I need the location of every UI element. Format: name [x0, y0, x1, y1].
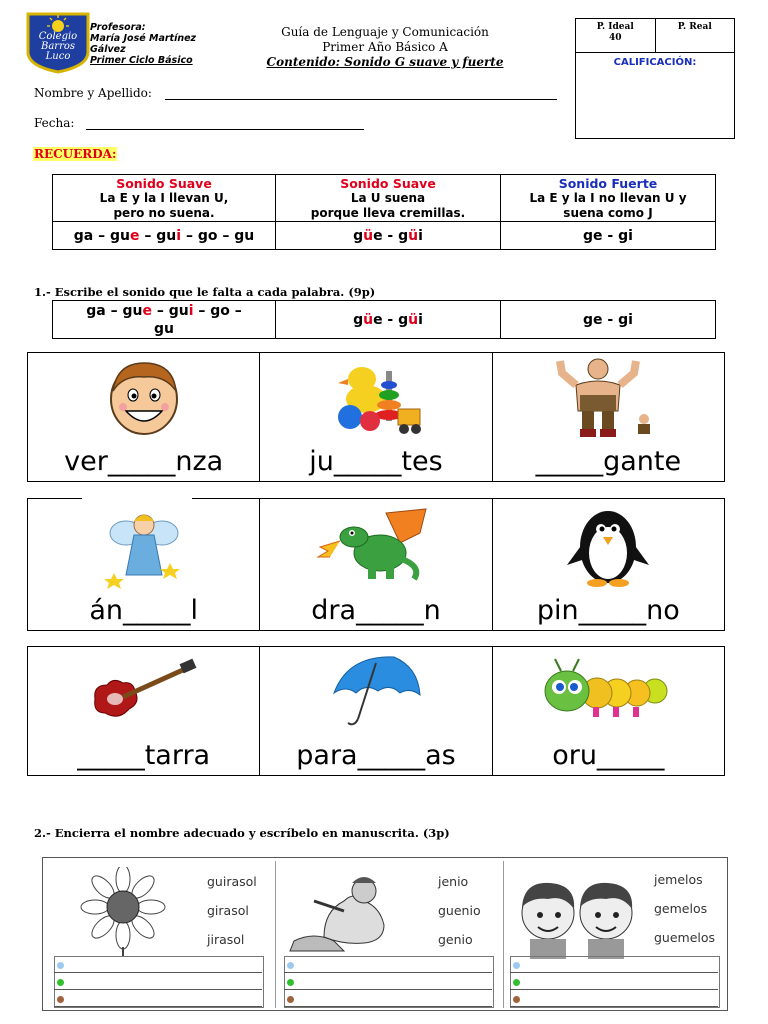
word-fill-in[interactable]: para_____as — [296, 740, 456, 771]
umbrella-icon — [328, 653, 424, 729]
line-start-dot — [513, 962, 520, 969]
boy-face-icon — [99, 357, 189, 437]
line-start-dot — [287, 996, 294, 1003]
syllable-vowel: e — [130, 227, 140, 244]
grade-label: CALIFICACIÓN: — [613, 57, 697, 68]
dash: – — [222, 227, 230, 244]
separator: - — [602, 311, 619, 328]
syllable: gi — [618, 227, 633, 244]
dash: – — [144, 227, 152, 244]
option-word[interactable]: jemelos — [654, 872, 703, 887]
line-start-dot — [57, 962, 64, 969]
syllable: g — [353, 311, 364, 328]
name-label: Nombre y Apellido: — [34, 86, 152, 100]
teacher-name: María José Martínez — [90, 33, 197, 44]
syllable: i — [418, 311, 423, 328]
school-logo — [26, 12, 90, 74]
divider-gap — [82, 494, 192, 502]
reminder-text: La E y la I llevan U, — [99, 190, 229, 205]
option-list — [207, 867, 257, 954]
syllable: e — [373, 227, 383, 244]
word-card — [493, 353, 724, 481]
syllable-vowel: i — [188, 302, 194, 319]
word-row-3 — [27, 646, 725, 776]
syllable: ga — [73, 227, 94, 244]
teacher-label: Profesora: — [90, 22, 146, 33]
dash: – — [156, 302, 164, 319]
handwriting-line[interactable] — [510, 1006, 718, 1007]
option-word[interactable]: girasol — [207, 903, 249, 918]
syllable: go — [210, 302, 230, 319]
ideal-score-label: P. Ideal — [596, 22, 634, 32]
word-fill-in[interactable]: ver_____nza — [64, 446, 224, 477]
handwriting-line[interactable] — [284, 972, 492, 973]
cycle-label: Primer Ciclo Básico — [90, 55, 193, 66]
content-line: Contenido: Sonido G suave y fuerte — [266, 55, 504, 69]
syllable: gu — [156, 227, 177, 244]
word-card — [260, 499, 492, 630]
line-start-dot — [287, 962, 294, 969]
diaeresis-u: ü — [363, 311, 374, 328]
reminder-text: porque lleva cremillas. — [310, 205, 466, 220]
word-fill-in[interactable]: dra_____n — [311, 595, 441, 626]
penguin-icon — [563, 503, 653, 587]
caterpillar-icon — [543, 657, 673, 723]
guitar-icon — [89, 655, 199, 725]
line-start-dot — [287, 979, 294, 986]
diaeresis-u: ü — [408, 227, 419, 244]
word-card — [260, 353, 492, 481]
reminder-title: Sonido Suave — [116, 175, 212, 191]
syllable: ge — [583, 311, 603, 328]
word-card — [260, 647, 492, 775]
handwriting-box[interactable] — [510, 956, 720, 1008]
dash: – — [234, 302, 242, 319]
reminder-text: La E y la I no llevan U y — [529, 190, 687, 205]
strongman-icon — [556, 355, 660, 439]
word-card — [28, 353, 260, 481]
teacher-info — [90, 22, 196, 66]
line-start-dot — [57, 996, 64, 1003]
handwriting-box[interactable] — [284, 956, 494, 1008]
reminder-text: suena como J — [563, 205, 653, 220]
separator: - — [382, 227, 399, 244]
handwriting-line[interactable] — [284, 1006, 492, 1007]
teacher-name: Gálvez — [90, 44, 126, 55]
date-label: Fecha: — [34, 116, 75, 130]
logo-line: Colegio — [38, 31, 78, 42]
syllable: g — [398, 227, 409, 244]
syllable: go — [197, 227, 218, 244]
word-card — [493, 647, 724, 775]
dash: – — [198, 302, 206, 319]
word-card — [493, 499, 724, 630]
sunflower-icon — [53, 867, 193, 957]
reminder-cell-soft-1 — [53, 175, 276, 222]
syllable: gu — [168, 302, 189, 319]
logo-line: Luco — [45, 51, 71, 62]
word-card — [28, 647, 260, 775]
diaeresis-u: ü — [363, 227, 374, 244]
document-title — [250, 25, 520, 70]
option-word[interactable]: genio — [438, 932, 473, 947]
syllable-bank — [52, 300, 716, 339]
separator: - — [602, 227, 619, 244]
option-word[interactable]: guenio — [438, 903, 481, 918]
handwriting-line[interactable] — [54, 972, 262, 973]
real-score-label: P. Real — [677, 22, 712, 32]
word-fill-in[interactable]: oru_____ — [552, 740, 665, 771]
syllable-vowel: i — [176, 227, 182, 244]
syllables-soft-1 — [53, 222, 276, 250]
syllables-soft-2 — [276, 222, 501, 250]
logo-line: Barros — [40, 41, 76, 52]
word-fill-in[interactable]: pin_____no — [536, 595, 680, 626]
word-row-2 — [27, 498, 725, 631]
syllable: i — [418, 227, 423, 244]
syllable: gu — [110, 227, 130, 244]
syllable: gu — [122, 302, 143, 319]
option-list — [438, 867, 481, 954]
option-word[interactable]: jenio — [438, 874, 469, 889]
syllable-vowel: e — [142, 302, 152, 319]
reminder-text: La U suena — [350, 190, 426, 205]
word-fill-in[interactable]: án_____l — [89, 595, 198, 626]
title-line: Guía de Lenguaje y Comunicación — [281, 25, 489, 39]
reminder-table — [52, 174, 716, 250]
question-2: 2.- Encierra el nombre adecuado y escríbelo en manuscrita. (3p) — [34, 826, 450, 840]
handwriting-line[interactable] — [54, 1006, 262, 1007]
line-start-dot — [513, 996, 520, 1003]
ideal-score-value: 40 — [608, 33, 622, 43]
reminder-cell-soft-2 — [276, 175, 501, 222]
angel-icon — [104, 503, 184, 589]
option-word[interactable]: guirasol — [207, 874, 257, 889]
twin-boys-icon — [508, 867, 652, 959]
word-fill-in[interactable]: ju_____tes — [309, 446, 443, 477]
date-field[interactable] — [86, 129, 364, 130]
bank-strong — [501, 301, 716, 339]
handwriting-line[interactable] — [54, 989, 262, 990]
handwriting-line[interactable] — [510, 989, 718, 990]
dash: – — [185, 227, 193, 244]
syllable: ga — [86, 302, 106, 319]
syllable: gu — [234, 227, 255, 244]
bank-soft-2 — [276, 301, 501, 339]
word-fill-in[interactable]: _____tarra — [77, 740, 211, 771]
question-1: 1.- Escribe el sonido que le falta a cada palabra. (9p) — [34, 285, 376, 299]
recuerda-heading: RECUERDA: — [34, 147, 117, 161]
diaeresis-u: ü — [408, 311, 419, 328]
option-list — [654, 865, 715, 952]
reminder-title: Sonido Fuerte — [558, 175, 658, 191]
syllable: gi — [618, 311, 633, 328]
syllable: ge — [583, 227, 603, 244]
ideal-score-cell — [576, 19, 656, 52]
syllable: g — [398, 311, 409, 328]
toys-icon — [326, 357, 426, 439]
syllable: gu — [154, 320, 174, 337]
word-row-1 — [27, 352, 725, 482]
bank-soft-1 — [53, 301, 276, 339]
score-box — [575, 18, 735, 139]
dash: – — [98, 227, 106, 244]
handwriting-line[interactable] — [510, 972, 718, 973]
reminder-cell-strong — [501, 175, 716, 222]
reminder-title: Sonido Suave — [340, 175, 436, 191]
word-fill-in[interactable]: _____gante — [535, 446, 682, 477]
dragon-icon — [316, 503, 436, 587]
line-start-dot — [57, 979, 64, 986]
reminder-text: pero no suena. — [113, 205, 215, 220]
syllable: e — [373, 311, 383, 328]
name-field[interactable] — [165, 99, 557, 100]
real-score-cell[interactable] — [656, 19, 735, 52]
genie-icon — [284, 871, 424, 957]
title-line: Primer Año Básico A — [322, 40, 448, 54]
syllables-strong — [501, 222, 716, 250]
word-card — [28, 499, 260, 630]
syllable: g — [353, 227, 364, 244]
option-word[interactable]: gemelos — [654, 901, 708, 916]
handwriting-line[interactable] — [284, 989, 492, 990]
option-word[interactable]: guemelos — [654, 930, 716, 945]
separator: - — [382, 311, 399, 328]
option-word[interactable]: jirasol — [207, 932, 245, 947]
line-start-dot — [513, 979, 520, 986]
handwriting-box[interactable] — [54, 956, 264, 1008]
dash: – — [110, 302, 118, 319]
